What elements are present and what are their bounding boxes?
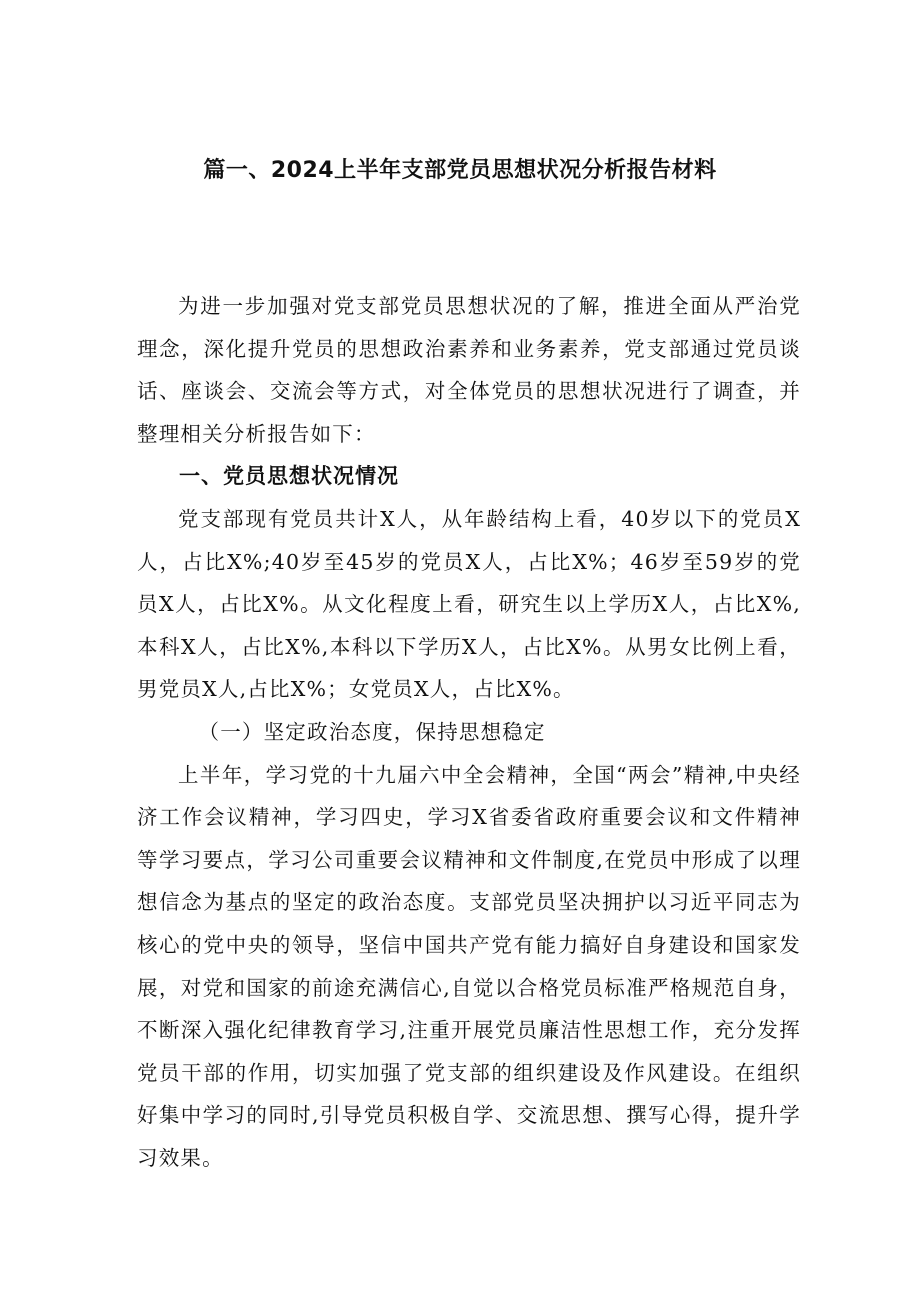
document-title: 篇一、2024上半年支部党员思想状况分析报告材料 xyxy=(203,158,717,183)
section-heading: 一、党员思想状况情况 xyxy=(179,464,399,489)
section-paragraph: 党支部现有党员共计X人，从年龄结构上看，40岁以下的党员X人，占比X%;40岁至45岁的党员X人，占比X%；46岁至59岁的党员X人，占比X%。从文化程度上看，研究生以上学历X人，占比X%,本科X人，占比X%,本科以下学历X人，占比X%。从男女比例上看，男党员X人,占比X%；女党员X人，占比X%。 xyxy=(137,506,801,702)
subsection-paragraph: 上半年，学习党的十九届六中全会精神，全国“两会”精神,中央经济工作会议精神，学习四史，学习X省委省政府重要会议和文件精神等学习要点，学习公司重要会议精神和文件制度,在党员中形成了以理想信念为基点的坚定的政治态度。支部党员坚决拥护以习近平同志为核心的党中央的领导，坚信中国共产党有能力搞好自身建设和国家发展，对党和国家的前途充满信心,自觉以合格党员标准严格规范自身，不断深入强化纪律教育学习,注重开展党员廉洁性思想工作，充分发挥党员干部的作用，切实加强了党支部的组织建设及作风建设。在组织好集中学习的同时,引导党员积极自学、交流思想、撰写心得，提升学习效果。 xyxy=(137,762,801,1170)
subsection-heading: （一）坚定政治态度，保持思想稳定 xyxy=(198,719,546,744)
intro-paragraph: 为进一步加强对党支部党员思想状况的了解，推进全面从严治党理念，深化提升党员的思想政治素养和业务素养，党支部通过党员谈话、座谈会、交流会等方式，对全体党员的思想状况进行了调查，并整理相关分析报告如下： xyxy=(137,294,801,446)
document-body xyxy=(137,285,801,1179)
